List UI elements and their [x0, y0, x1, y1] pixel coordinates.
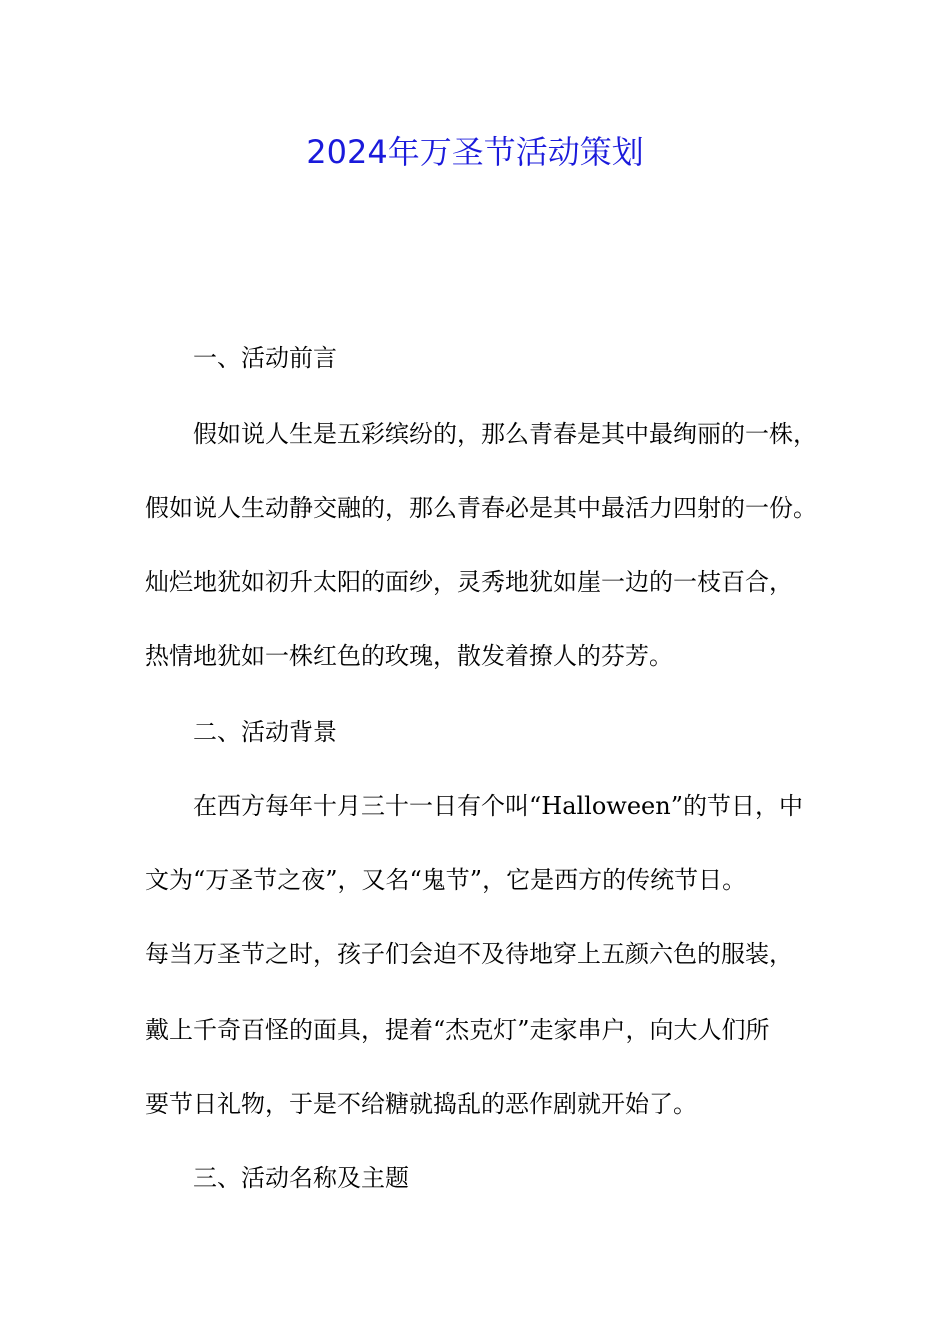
paragraph-line: 每当万圣节之时，孩子们会迫不及待地穿上五颜六色的服装， — [145, 940, 793, 968]
paragraph-line: 灿烂地犹如初升太阳的面纱，灵秀地犹如崖一边的一枝百合， — [145, 568, 793, 596]
paragraph-line: 假如说人生是五彩缤纷的，那么青春是其中最绚丽的一株， — [193, 420, 817, 448]
paragraph-line: 文为“万圣节之夜”，又名“鬼节”，它是西方的传统节日。 — [145, 866, 747, 894]
paragraph-line: 戴上千奇百怪的面具，提着“杰克灯”走家串户，向大人们所 — [145, 1016, 770, 1044]
paragraph-line: 假如说人生动静交融的，那么青春必是其中最活力四射的一份。 — [145, 494, 817, 522]
section-heading-3: 三、活动名称及主题 — [193, 1164, 409, 1192]
paragraph-line: 在西方每年十月三十一日有个叫“Halloween”的节日，中 — [193, 792, 803, 820]
paragraph-line: 要节日礼物，于是不给糖就捣乱的恶作剧就开始了。 — [145, 1090, 697, 1118]
document-title: 2024年万圣节活动策划 — [306, 133, 644, 171]
section-heading-1: 一、活动前言 — [193, 344, 337, 372]
section-heading-2: 二、活动背景 — [193, 718, 337, 746]
paragraph-line: 热情地犹如一株红色的玫瑰，散发着撩人的芬芳。 — [145, 642, 673, 670]
